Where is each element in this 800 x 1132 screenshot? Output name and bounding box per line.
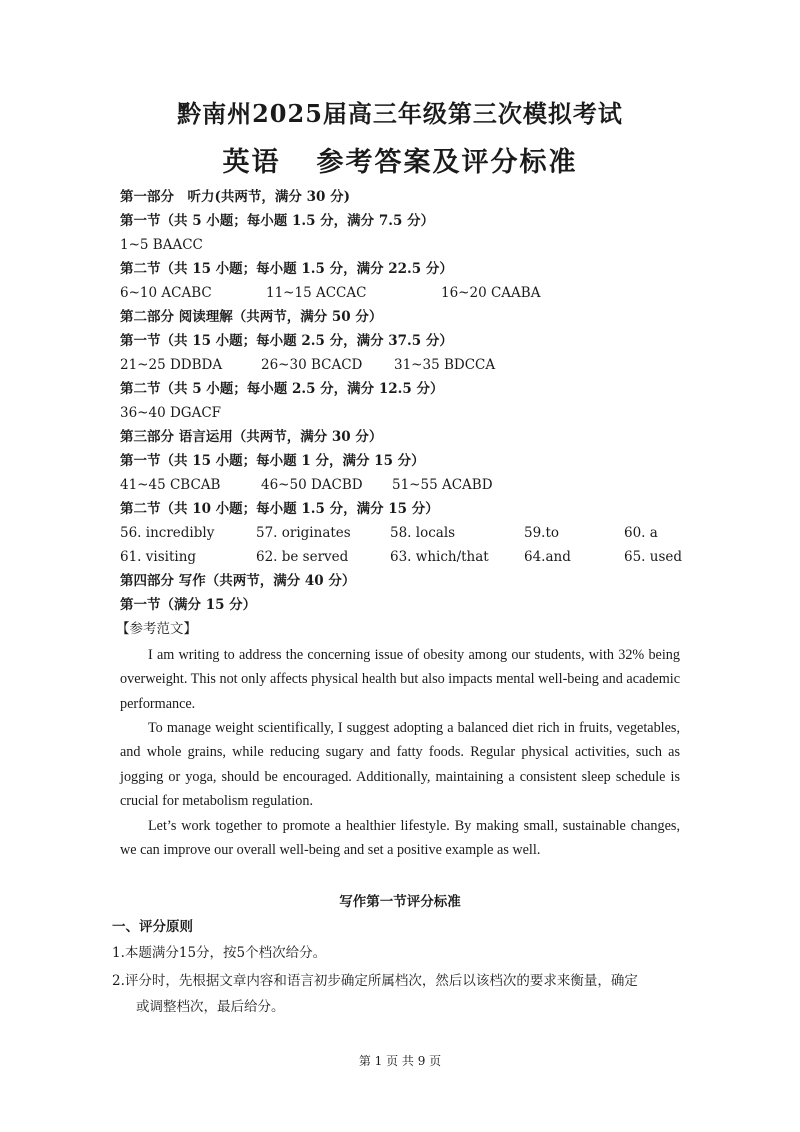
answer-group: 1~5 BAACC	[120, 237, 203, 253]
answer-group: 6~10 ACABC	[120, 285, 212, 301]
criteria-title: 写作第一节评分标准	[339, 894, 461, 910]
answer-group: 26~30 BCACD	[261, 357, 363, 373]
exam-title: 黔南州2025届高三年级第三次模拟考试	[177, 99, 623, 128]
part3-heading: 第三部分 语言运用（共两节，满分 30 分）	[120, 429, 383, 445]
answer-group: 51~55 ACABD	[392, 477, 493, 493]
answer-item: 61. visiting	[120, 549, 197, 565]
answer-item: 65. used	[624, 549, 683, 565]
answer-group: 11~15 ACCAC	[266, 285, 367, 301]
answer-group: 21~25 DDBDA	[120, 357, 223, 373]
answer-item: 59.to	[524, 525, 560, 541]
criteria-item-2: 2.评分时，先根据文章内容和语言初步确定所属档次，然后以该档次的要求来衡量，确定	[112, 973, 638, 989]
essay-paragraph: Let’s work together to promote a healthier lifestyle. By making small, sustainable changes, we can improve our overall well-being and set a positive example as well.	[120, 818, 680, 859]
answer-item: 58. locals	[390, 525, 456, 541]
part3-sec2-heading: 第二节（共 10 小题；每小题 1.5 分，满分 15 分）	[120, 501, 439, 517]
page-number: 第 1 页 共 9 页	[358, 1054, 442, 1068]
answer-group: 41~45 CBCAB	[120, 477, 221, 493]
part2-heading: 第二部分 阅读理解（共两节，满分 50 分）	[120, 309, 383, 325]
document-title	[0, 140, 800, 179]
answer-item: 64.and	[524, 549, 571, 565]
criteria-item-2-cont: 或调整档次，最后给分。	[136, 999, 285, 1015]
part4-sec1-heading: 第一节（满分 15 分）	[120, 597, 257, 613]
part1-heading: 第一部分 听力(共两节，满分 30 分)	[120, 189, 350, 205]
essay-paragraph: To manage weight scientifically, I suggest adopting a balanced diet rich in fruits, vegetables, and whole grains, while reducing sugary and fatty foods. Regular physical activities, such as jogging or yoga, should be encouraged. Additionally, maintaining a consistent sleep schedule is crucial for metabolism regulation.	[120, 720, 680, 809]
sample-essay-label: 【参考范文】	[116, 621, 197, 637]
criteria-item-1: 1.本题满分15分，按5个档次给分。	[112, 945, 327, 961]
answer-group: 31~35 BDCCA	[394, 357, 496, 373]
answer-item: 60. a	[624, 525, 658, 541]
subject-label: 英语	[222, 147, 281, 178]
part1-sec1-heading: 第一节（共 5 小题；每小题 1.5 分，满分 7.5 分）	[120, 213, 435, 229]
answer-group: 46~50 DACBD	[261, 477, 363, 493]
part3-sec1-heading: 第一节（共 15 小题；每小题 1 分，满分 15 分）	[120, 453, 425, 469]
answer-item: 56. incredibly	[120, 525, 215, 541]
principles-heading: 一、评分原则	[112, 919, 193, 935]
answer-group: 16~20 CAABA	[441, 285, 541, 301]
part2-sec1-heading: 第一节（共 15 小题；每小题 2.5 分，满分 37.5 分）	[120, 333, 453, 349]
answer-group: 36~40 DGACF	[120, 405, 222, 421]
part4-heading: 第四部分 写作（共两节，满分 40 分）	[120, 573, 356, 589]
document-subtitle: 参考答案及评分标准	[316, 147, 578, 178]
part1-sec2-heading: 第二节（共 15 小题；每小题 1.5 分，满分 22.5 分）	[120, 261, 453, 277]
essay-paragraph: I am writing to address the concerning issue of obesity among our students, with 32% being overweight. This not only affects physical health but also impacts mental well-being and academic performance.	[120, 647, 680, 712]
answer-item: 63. which/that	[390, 549, 489, 565]
part2-sec2-heading: 第二节（共 5 小题；每小题 2.5 分，满分 12.5 分）	[120, 381, 444, 397]
answer-item: 62. be served	[256, 549, 349, 565]
answer-item: 57. originates	[256, 525, 351, 541]
